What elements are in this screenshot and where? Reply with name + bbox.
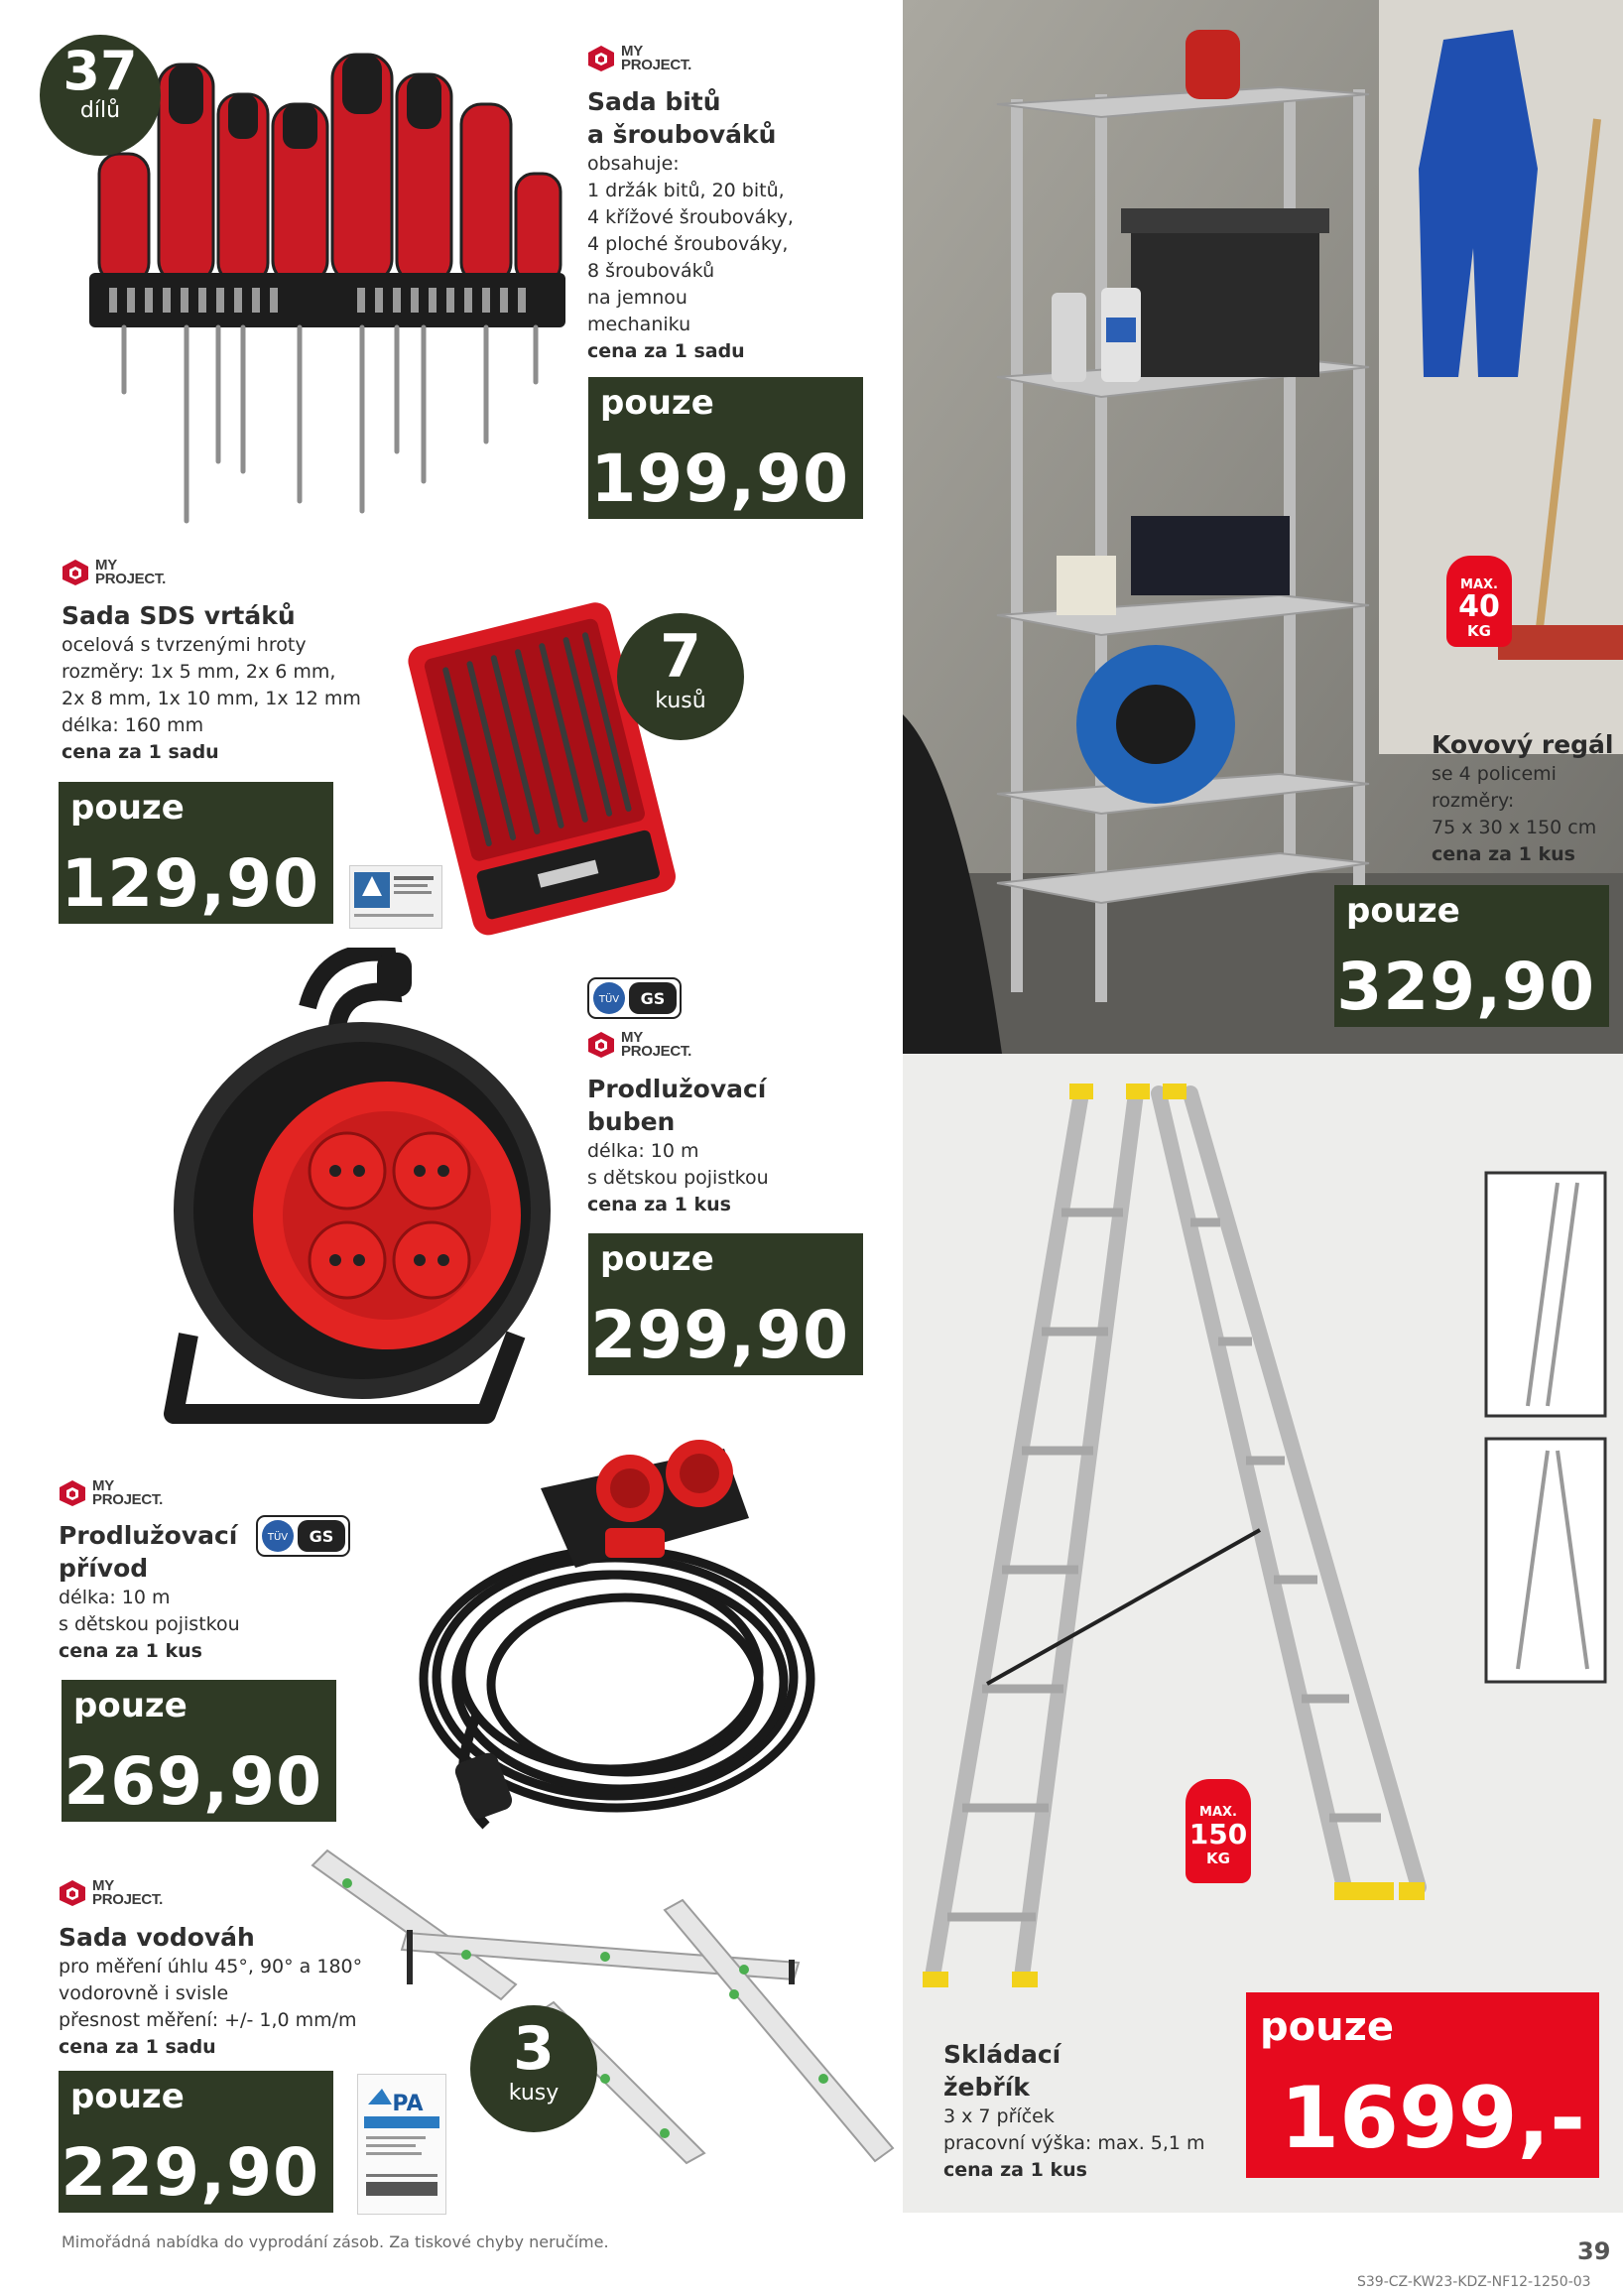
product-title: Skládací (943, 2040, 1061, 2069)
levels-count-badge (470, 2005, 597, 2132)
cable-reel-image (149, 948, 565, 1439)
svg-text:TÜV: TÜV (267, 1532, 289, 1543)
price-box-levels: pouze 229,90 (59, 2071, 333, 2213)
price-box-sds-drills: pouze 129,90 (59, 782, 333, 924)
max-load-ladder-badge: MAX. 150 KG (1186, 1779, 1251, 1883)
price-value: 229,90 (61, 2134, 319, 2211)
extension-text: Prodlužovací přívod délka: 10 m s dětskou pojistkou cena za 1 kus (59, 1519, 316, 1665)
svg-text:TÜV: TÜV (598, 994, 620, 1005)
price-value: 329,90 (1336, 949, 1595, 1025)
brand-logo: MY PROJECT. (62, 559, 166, 586)
spirit-levels-image (308, 1846, 903, 2173)
sds-drills-text: Sada SDS vrtáků ocelová s tvrzenými hroty rozměry: 1x 5 mm, 2x 6 mm, 2x 8 mm, 1x 10 mm, 1x 12 mm délka: 160 mm cena za 1 sadu (62, 599, 389, 766)
product-title: a šroubováků (587, 120, 777, 149)
drill-count-unit: kusů (655, 689, 706, 713)
brand-cube-icon (59, 1479, 86, 1507)
max-load-shelf-badge: MAX. 40 KG (1446, 556, 1512, 647)
brand-cube-icon (587, 1031, 615, 1059)
brand-logo: MY PROJECT. (587, 45, 691, 72)
piece-count-unit: dílů (79, 98, 121, 123)
brand-cube-icon (59, 1879, 86, 1907)
price-value: 199,90 (590, 441, 849, 517)
drill-count-number: 7 (660, 622, 701, 692)
svg-text:GS: GS (640, 989, 666, 1008)
product-title: Prodlužovací (587, 1075, 767, 1103)
product-title: přívod (59, 1554, 149, 1583)
brand-logo: MY PROJECT. (59, 1879, 163, 1907)
extension-cable-image (407, 1429, 863, 1846)
price-value: 129,90 (61, 845, 319, 922)
price-box-cable-reel: pouze 299,90 (588, 1233, 863, 1375)
brand-cube-icon (62, 559, 89, 586)
ladder-text: Skládací žebřík 3 x 7 příček pracovní výška: max. 5,1 m cena za 1 kus (943, 2038, 1241, 2184)
brand-logo: MY PROJECT. (587, 1031, 691, 1059)
levels-count-unit: kusy (508, 2081, 560, 2105)
footer-note: Mimořádná nabídka do vyprodání zásob. Za tiskové chyby neručíme. (62, 2232, 609, 2251)
bits-set-text: Sada bitů a šroubováků obsahuje: 1 držák bitů, 20 bitů, 4 křížové šroubováky, 4 ploché šroubováky, 8 šroubováků na jemnou mechaniku cena za 1 sadu (587, 85, 815, 365)
product-title: Prodlužovací (59, 1521, 238, 1550)
product-title: Sada bitů (587, 87, 721, 116)
shelf-text: Kovový regál se 4 policemi rozměry: 75 x 30 x 150 cm cena za 1 kus (1432, 728, 1620, 868)
piece-count-number: 37 (62, 40, 138, 102)
price-value: 299,90 (590, 1297, 849, 1373)
product-title: žebřík (943, 2073, 1030, 2102)
price-box-bits-set: pouze 199,90 (588, 377, 863, 519)
product-title: buben (587, 1107, 676, 1136)
product-title: Kovový regál (1432, 730, 1614, 759)
levels-text: Sada vodováh pro měření úhlu 45°, 90° a 180° vodorovně i svisle přesnost měření: +/- 1,0 mm/m cena za 1 sadu (59, 1921, 396, 2061)
product-title: Sada SDS vrtáků (62, 601, 296, 630)
price-box-shelf: pouze 329,90 (1334, 885, 1609, 1027)
drill-count-badge (617, 613, 744, 740)
page-number: 39 (1577, 2237, 1611, 2265)
price-value: 1699,- (1280, 2069, 1585, 2168)
levels-count-number: 3 (513, 2014, 555, 2084)
brand-logo: MY PROJECT. (59, 1479, 163, 1507)
cable-reel-text: Prodlužovací buben délka: 10 m s dětskou pojistkou cena za 1 kus (587, 1073, 845, 1218)
product-title: Sada vodováh (59, 1923, 255, 1952)
price-value: 269,90 (63, 1743, 322, 1820)
svg-text:PA: PA (392, 2092, 424, 2116)
brand-cube-icon (587, 45, 615, 72)
price-box-ladder: pouze 1699,- (1246, 1992, 1599, 2178)
tuv-gs-certification-icon (587, 977, 682, 1019)
catalog-code: S39-CZ-KW23-KDZ-NF12-1250-03 (1357, 2274, 1591, 2290)
piece-count-badge (40, 35, 161, 156)
svg-text:GS: GS (309, 1527, 334, 1546)
price-box-extension: pouze 269,90 (62, 1680, 336, 1822)
